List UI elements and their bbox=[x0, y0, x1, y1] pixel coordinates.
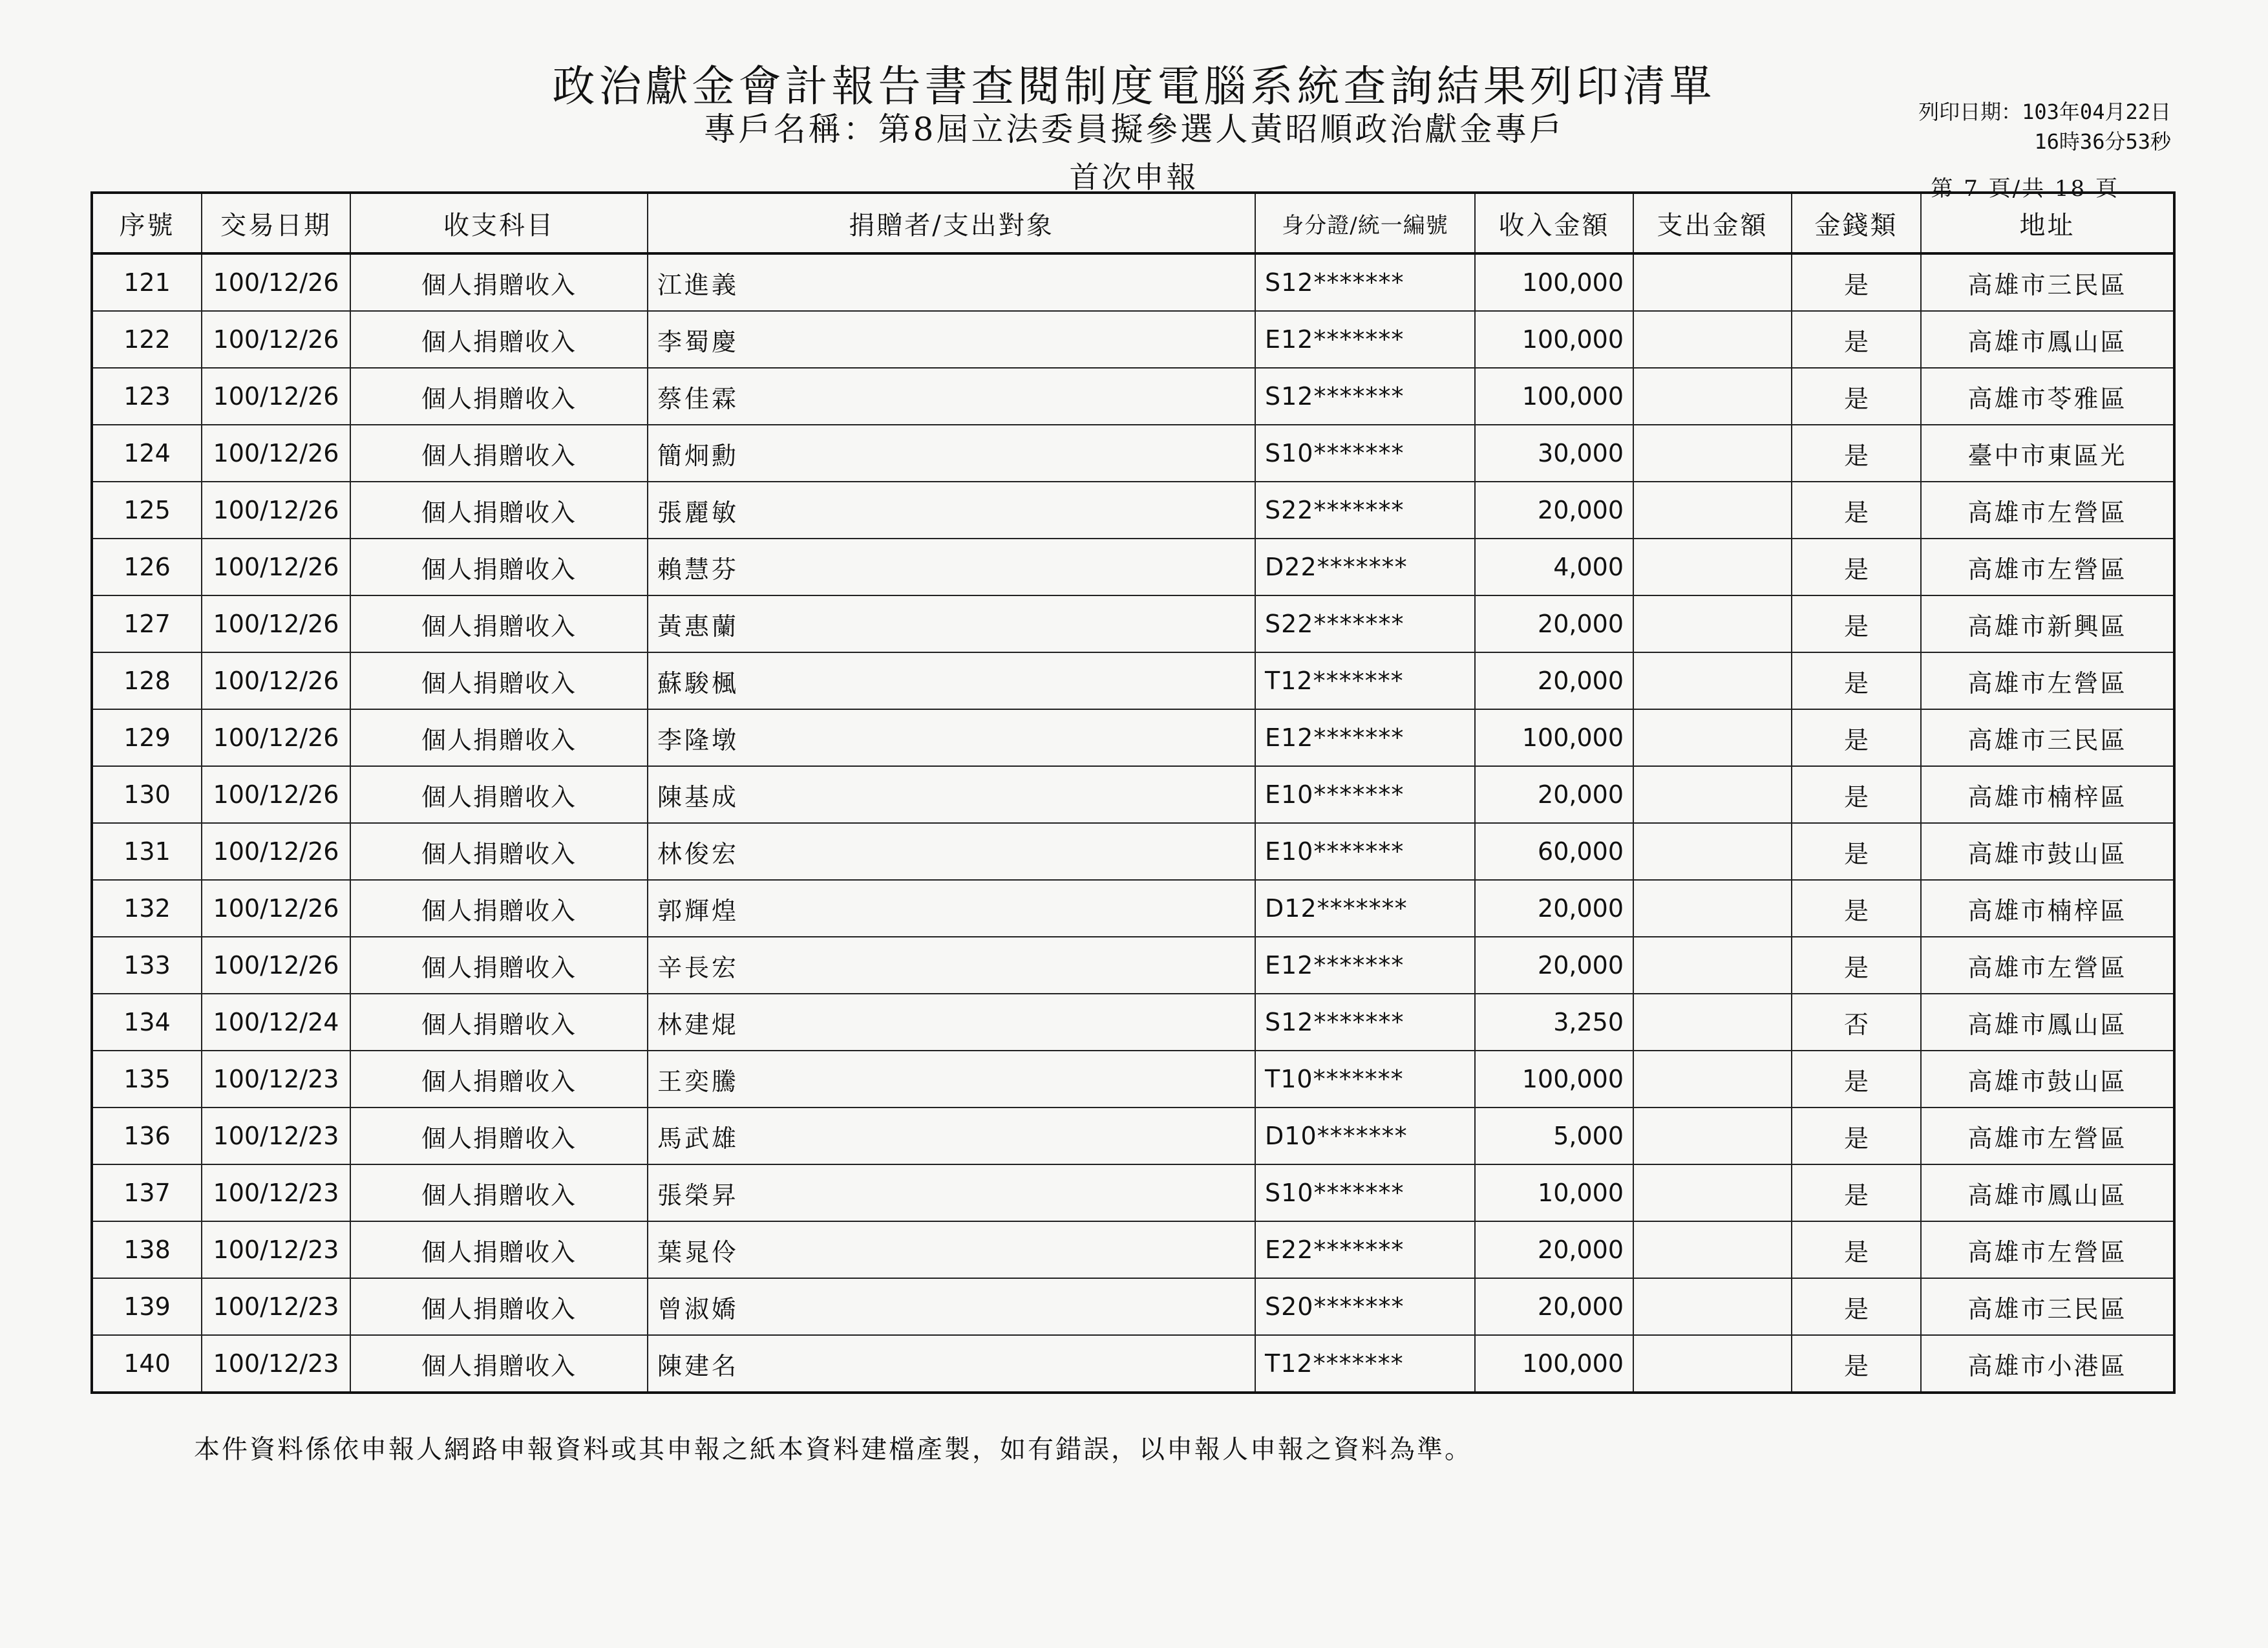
cell-cash: 是 bbox=[1792, 482, 1921, 539]
cell-seq: 139 bbox=[92, 1278, 202, 1335]
account-name: 專戶名稱：第8屆立法委員擬參選人黃昭順政治獻金專戶 bbox=[703, 111, 1565, 148]
cell-seq: 122 bbox=[92, 311, 202, 368]
cell-cash: 是 bbox=[1792, 595, 1921, 652]
table-row bbox=[92, 595, 2174, 652]
cell-expense bbox=[1633, 994, 1792, 1051]
cell-id: E12******* bbox=[1255, 709, 1475, 766]
cell-category: 個人捐贈收入 bbox=[350, 482, 648, 539]
col-header-address: 地址 bbox=[1921, 193, 2174, 253]
table-row bbox=[92, 311, 2174, 368]
cell-category: 個人捐贈收入 bbox=[350, 1221, 648, 1278]
col-header-cash: 金錢類 bbox=[1792, 193, 1921, 253]
table-row bbox=[92, 1108, 2174, 1164]
cell-seq: 128 bbox=[92, 652, 202, 709]
cell-date: 100/12/26 bbox=[202, 880, 350, 937]
cell-expense bbox=[1633, 937, 1792, 994]
cell-date: 100/12/26 bbox=[202, 425, 350, 482]
cell-income: 20,000 bbox=[1475, 766, 1633, 823]
cell-cash: 是 bbox=[1792, 311, 1921, 368]
cell-category: 個人捐贈收入 bbox=[350, 766, 648, 823]
cell-income: 20,000 bbox=[1475, 652, 1633, 709]
cell-cash: 是 bbox=[1792, 766, 1921, 823]
cell-income: 100,000 bbox=[1475, 253, 1633, 311]
cell-category: 個人捐贈收入 bbox=[350, 539, 648, 595]
cell-address: 高雄市左營區 bbox=[1921, 482, 2174, 539]
cell-income: 20,000 bbox=[1475, 1221, 1633, 1278]
cell-category: 個人捐贈收入 bbox=[350, 1164, 648, 1221]
cell-address: 高雄市左營區 bbox=[1921, 1108, 2174, 1164]
cell-id: E10******* bbox=[1255, 766, 1475, 823]
cell-category: 個人捐贈收入 bbox=[350, 425, 648, 482]
cell-expense bbox=[1633, 880, 1792, 937]
report-type: 首次申報 bbox=[1069, 160, 1199, 195]
cell-address: 高雄市鳳山區 bbox=[1921, 1164, 2174, 1221]
cell-category: 個人捐贈收入 bbox=[350, 1278, 648, 1335]
cell-expense bbox=[1633, 766, 1792, 823]
cell-category: 個人捐贈收入 bbox=[350, 1108, 648, 1164]
donation-table bbox=[90, 191, 2176, 1394]
cell-seq: 140 bbox=[92, 1335, 202, 1393]
cell-expense bbox=[1633, 425, 1792, 482]
cell-id: S12******* bbox=[1255, 368, 1475, 425]
cell-expense bbox=[1633, 1051, 1792, 1108]
cell-cash: 是 bbox=[1792, 368, 1921, 425]
cell-date: 100/12/26 bbox=[202, 823, 350, 880]
cell-date: 100/12/26 bbox=[202, 311, 350, 368]
cell-seq: 129 bbox=[92, 709, 202, 766]
cell-expense bbox=[1633, 1278, 1792, 1335]
cell-cash: 是 bbox=[1792, 652, 1921, 709]
cell-category: 個人捐贈收入 bbox=[350, 994, 648, 1051]
table-row bbox=[92, 652, 2174, 709]
cell-seq: 130 bbox=[92, 766, 202, 823]
cell-donor: 蘇駿楓 bbox=[648, 652, 1255, 709]
cell-category: 個人捐贈收入 bbox=[350, 1335, 648, 1393]
col-header-date: 交易日期 bbox=[202, 193, 350, 253]
cell-donor: 李隆墩 bbox=[648, 709, 1255, 766]
footnote: 本件資料係依申報人網路申報資料或其申報之紙本資料建檔產製，如有錯誤，以申報人申報之資料為準。 bbox=[194, 1435, 1472, 1464]
cell-address: 高雄市苓雅區 bbox=[1921, 368, 2174, 425]
cell-address: 臺中市東區光 bbox=[1921, 425, 2174, 482]
cell-date: 100/12/26 bbox=[202, 766, 350, 823]
cell-seq: 132 bbox=[92, 880, 202, 937]
cell-category: 個人捐贈收入 bbox=[350, 368, 648, 425]
table-row bbox=[92, 880, 2174, 937]
cell-date: 100/12/23 bbox=[202, 1278, 350, 1335]
cell-expense bbox=[1633, 1221, 1792, 1278]
cell-id: T12******* bbox=[1255, 1335, 1475, 1393]
cell-cash: 是 bbox=[1792, 1051, 1921, 1108]
cell-expense bbox=[1633, 652, 1792, 709]
cell-seq: 124 bbox=[92, 425, 202, 482]
cell-address: 高雄市三民區 bbox=[1921, 253, 2174, 311]
cell-date: 100/12/26 bbox=[202, 937, 350, 994]
cell-date: 100/12/23 bbox=[202, 1335, 350, 1393]
table-row bbox=[92, 425, 2174, 482]
cell-expense bbox=[1633, 253, 1792, 311]
table-header-row bbox=[92, 193, 2174, 253]
cell-address: 高雄市左營區 bbox=[1921, 652, 2174, 709]
table-row bbox=[92, 368, 2174, 425]
cell-seq: 126 bbox=[92, 539, 202, 595]
cell-id: S12******* bbox=[1255, 994, 1475, 1051]
cell-donor: 蔡佳霖 bbox=[648, 368, 1255, 425]
table-row bbox=[92, 1278, 2174, 1335]
table-body bbox=[92, 253, 2174, 1393]
cell-income: 20,000 bbox=[1475, 937, 1633, 994]
cell-seq: 138 bbox=[92, 1221, 202, 1278]
table-row bbox=[92, 1164, 2174, 1221]
col-header-income: 收入金額 bbox=[1475, 193, 1633, 253]
cell-id: E12******* bbox=[1255, 937, 1475, 994]
cell-address: 高雄市左營區 bbox=[1921, 937, 2174, 994]
cell-expense bbox=[1633, 709, 1792, 766]
cell-date: 100/12/26 bbox=[202, 482, 350, 539]
cell-address: 高雄市鼓山區 bbox=[1921, 823, 2174, 880]
cell-donor: 陳建名 bbox=[648, 1335, 1255, 1393]
cell-date: 100/12/26 bbox=[202, 709, 350, 766]
cell-expense bbox=[1633, 311, 1792, 368]
cell-id: E22******* bbox=[1255, 1221, 1475, 1278]
cell-donor: 張榮昇 bbox=[648, 1164, 1255, 1221]
cell-expense bbox=[1633, 1335, 1792, 1393]
cell-cash: 否 bbox=[1792, 994, 1921, 1051]
cell-income: 10,000 bbox=[1475, 1164, 1633, 1221]
cell-seq: 133 bbox=[92, 937, 202, 994]
cell-cash: 是 bbox=[1792, 937, 1921, 994]
cell-expense bbox=[1633, 595, 1792, 652]
cell-income: 100,000 bbox=[1475, 311, 1633, 368]
cell-date: 100/12/23 bbox=[202, 1108, 350, 1164]
document-title: 政治獻金會計報告書查閱制度電腦系統查詢結果列印清單 bbox=[552, 61, 1716, 111]
table-row bbox=[92, 1221, 2174, 1278]
cell-category: 個人捐贈收入 bbox=[350, 253, 648, 311]
table-row bbox=[92, 1335, 2174, 1393]
cell-cash: 是 bbox=[1792, 709, 1921, 766]
cell-cash: 是 bbox=[1792, 1108, 1921, 1164]
cell-income: 100,000 bbox=[1475, 709, 1633, 766]
cell-date: 100/12/23 bbox=[202, 1221, 350, 1278]
cell-income: 30,000 bbox=[1475, 425, 1633, 482]
col-header-donor: 捐贈者/支出對象 bbox=[648, 193, 1255, 253]
cell-income: 100,000 bbox=[1475, 1335, 1633, 1393]
cell-seq: 123 bbox=[92, 368, 202, 425]
cell-donor: 馬武雄 bbox=[648, 1108, 1255, 1164]
cell-address: 高雄市左營區 bbox=[1921, 1221, 2174, 1278]
cell-category: 個人捐贈收入 bbox=[350, 652, 648, 709]
page-number: 第 7 頁/共 18 頁 bbox=[1931, 176, 2119, 202]
cell-cash: 是 bbox=[1792, 823, 1921, 880]
cell-cash: 是 bbox=[1792, 880, 1921, 937]
cell-id: D10******* bbox=[1255, 1108, 1475, 1164]
cell-category: 個人捐贈收入 bbox=[350, 1051, 648, 1108]
cell-id: S10******* bbox=[1255, 425, 1475, 482]
cell-address: 高雄市左營區 bbox=[1921, 539, 2174, 595]
cell-category: 個人捐贈收入 bbox=[350, 880, 648, 937]
table-row bbox=[92, 1051, 2174, 1108]
cell-cash: 是 bbox=[1792, 425, 1921, 482]
cell-expense bbox=[1633, 823, 1792, 880]
cell-date: 100/12/26 bbox=[202, 539, 350, 595]
cell-donor: 陳基成 bbox=[648, 766, 1255, 823]
cell-address: 高雄市新興區 bbox=[1921, 595, 2174, 652]
cell-id: T12******* bbox=[1255, 652, 1475, 709]
cell-income: 100,000 bbox=[1475, 1051, 1633, 1108]
cell-address: 高雄市小港區 bbox=[1921, 1335, 2174, 1393]
cell-seq: 135 bbox=[92, 1051, 202, 1108]
cell-donor: 江進義 bbox=[648, 253, 1255, 311]
table-row bbox=[92, 766, 2174, 823]
table-row bbox=[92, 482, 2174, 539]
col-header-category: 收支科目 bbox=[350, 193, 648, 253]
cell-expense bbox=[1633, 1164, 1792, 1221]
cell-cash: 是 bbox=[1792, 1278, 1921, 1335]
cell-address: 高雄市鳳山區 bbox=[1921, 311, 2174, 368]
cell-seq: 136 bbox=[92, 1108, 202, 1164]
cell-donor: 張麗敏 bbox=[648, 482, 1255, 539]
cell-donor: 林俊宏 bbox=[648, 823, 1255, 880]
cell-donor: 黃惠蘭 bbox=[648, 595, 1255, 652]
cell-id: S12******* bbox=[1255, 253, 1475, 311]
cell-date: 100/12/26 bbox=[202, 368, 350, 425]
cell-donor: 賴慧芬 bbox=[648, 539, 1255, 595]
cell-expense bbox=[1633, 539, 1792, 595]
print-date bbox=[1783, 97, 2171, 156]
col-header-seq: 序號 bbox=[92, 193, 202, 253]
cell-income: 20,000 bbox=[1475, 595, 1633, 652]
cell-category: 個人捐贈收入 bbox=[350, 709, 648, 766]
print-date-line1: 列印日期：103年04月22日 bbox=[1918, 100, 2171, 124]
cell-id: E12******* bbox=[1255, 311, 1475, 368]
cell-income: 3,250 bbox=[1475, 994, 1633, 1051]
cell-income: 4,000 bbox=[1475, 539, 1633, 595]
cell-date: 100/12/26 bbox=[202, 253, 350, 311]
cell-id: S10******* bbox=[1255, 1164, 1475, 1221]
cell-donor: 辛長宏 bbox=[648, 937, 1255, 994]
cell-seq: 127 bbox=[92, 595, 202, 652]
cell-date: 100/12/23 bbox=[202, 1051, 350, 1108]
col-header-expense: 支出金額 bbox=[1633, 193, 1792, 253]
cell-donor: 郭輝煌 bbox=[648, 880, 1255, 937]
cell-address: 高雄市楠梓區 bbox=[1921, 880, 2174, 937]
table-row bbox=[92, 539, 2174, 595]
cell-seq: 131 bbox=[92, 823, 202, 880]
cell-date: 100/12/24 bbox=[202, 994, 350, 1051]
table-row bbox=[92, 253, 2174, 311]
cell-donor: 李蜀慶 bbox=[648, 311, 1255, 368]
cell-date: 100/12/26 bbox=[202, 595, 350, 652]
cell-date: 100/12/23 bbox=[202, 1164, 350, 1221]
cell-income: 20,000 bbox=[1475, 482, 1633, 539]
table-row bbox=[92, 937, 2174, 994]
cell-date: 100/12/26 bbox=[202, 652, 350, 709]
cell-seq: 125 bbox=[92, 482, 202, 539]
cell-cash: 是 bbox=[1792, 1335, 1921, 1393]
cell-seq: 137 bbox=[92, 1164, 202, 1221]
cell-id: S22******* bbox=[1255, 482, 1475, 539]
cell-donor: 王奕騰 bbox=[648, 1051, 1255, 1108]
cell-address: 高雄市鳳山區 bbox=[1921, 994, 2174, 1051]
cell-donor: 葉晁伶 bbox=[648, 1221, 1255, 1278]
cell-seq: 134 bbox=[92, 994, 202, 1051]
cell-id: S22******* bbox=[1255, 595, 1475, 652]
cell-category: 個人捐贈收入 bbox=[350, 937, 648, 994]
col-header-id: 身分證/統一編號 bbox=[1255, 193, 1475, 253]
cell-expense bbox=[1633, 1108, 1792, 1164]
cell-cash: 是 bbox=[1792, 1221, 1921, 1278]
table-row bbox=[92, 823, 2174, 880]
cell-id: E10******* bbox=[1255, 823, 1475, 880]
cell-id: D22******* bbox=[1255, 539, 1475, 595]
cell-address: 高雄市三民區 bbox=[1921, 1278, 2174, 1335]
table-row bbox=[92, 994, 2174, 1051]
cell-donor: 簡炯勳 bbox=[648, 425, 1255, 482]
cell-id: D12******* bbox=[1255, 880, 1475, 937]
cell-address: 高雄市三民區 bbox=[1921, 709, 2174, 766]
table-row bbox=[92, 709, 2174, 766]
cell-expense bbox=[1633, 482, 1792, 539]
cell-cash: 是 bbox=[1792, 253, 1921, 311]
cell-category: 個人捐贈收入 bbox=[350, 823, 648, 880]
cell-address: 高雄市鼓山區 bbox=[1921, 1051, 2174, 1108]
cell-income: 60,000 bbox=[1475, 823, 1633, 880]
print-date-line2: 16時36分53秒 bbox=[2034, 129, 2171, 154]
cell-seq: 121 bbox=[92, 253, 202, 311]
cell-category: 個人捐贈收入 bbox=[350, 595, 648, 652]
cell-income: 20,000 bbox=[1475, 1278, 1633, 1335]
cell-id: T10******* bbox=[1255, 1051, 1475, 1108]
cell-donor: 林建焜 bbox=[648, 994, 1255, 1051]
cell-category: 個人捐贈收入 bbox=[350, 311, 648, 368]
cell-id: S20******* bbox=[1255, 1278, 1475, 1335]
cell-income: 20,000 bbox=[1475, 880, 1633, 937]
cell-income: 100,000 bbox=[1475, 368, 1633, 425]
cell-address: 高雄市楠梓區 bbox=[1921, 766, 2174, 823]
cell-cash: 是 bbox=[1792, 539, 1921, 595]
cell-cash: 是 bbox=[1792, 1164, 1921, 1221]
cell-donor: 曾淑嬌 bbox=[648, 1278, 1255, 1335]
cell-expense bbox=[1633, 368, 1792, 425]
cell-income: 5,000 bbox=[1475, 1108, 1633, 1164]
